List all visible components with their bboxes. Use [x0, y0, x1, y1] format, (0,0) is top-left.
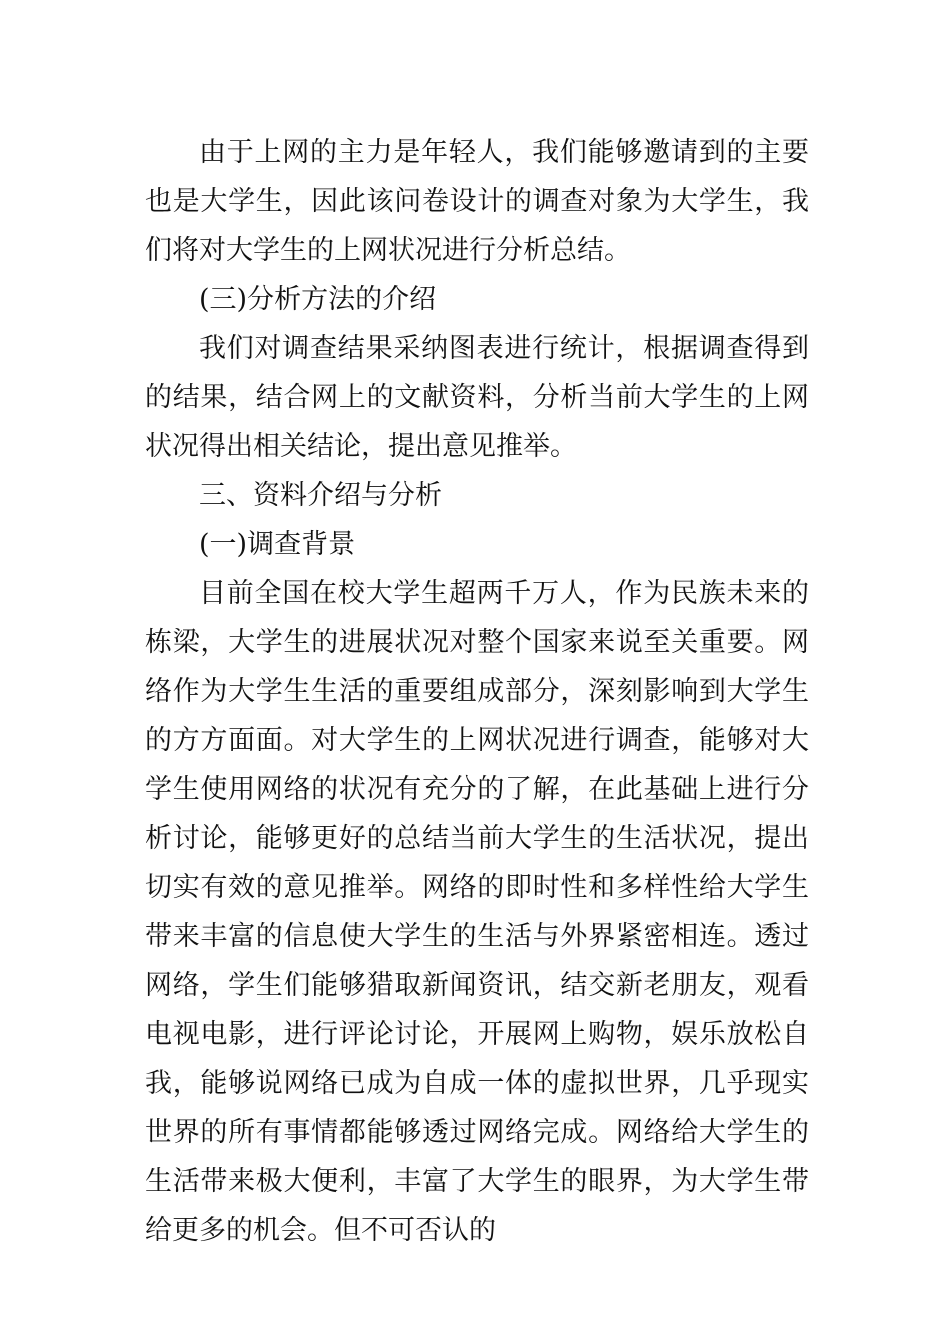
heading-analysis-method: (三)分析方法的介绍 [199, 284, 437, 315]
heading-survey-background: (一)调查背景 [199, 529, 356, 560]
paragraph-survey-background: 目前全国在校大学生超两千万人，作为民族未来的栋梁，大学生的进展状况对整个国家来说至关重要。网络作为大学生生活的重要组成部分，深刻影响到大学生的方方面面。对大学生的上网状况进行调查，能够对大学生使用网络的状况有充分的了解，在此基础上进行分析讨论，能够更好的总结当前大学生的生活状况，提出切实有效的意见推举。网络的即时性和多样性给大学生带来丰富的信息使大学生的生活与外界紧密相连。透过网络，学生们能够猎取新闻资讯，结交新老朋友，观看电视电影，进行评论讨论，开展网上购物，娱乐放松自我，能够说网络已成为自成一体的虚拟世界，几乎现实世界的所有事情都能够透过网络完成。网络给大学生的生活带来极大便利，丰富了大学生的眼界，为大学生带给更多的机会。但不可否认的 [145, 578, 809, 1246]
paragraph-analysis-method: 我们对调查结果采纳图表进行统计，根据调查得到的结果，结合网上的文献资料，分析当前大学生的上网状况得出相关结论，提出意见推举。 [145, 333, 809, 462]
heading-section-three: 三、资料介绍与分析 [199, 480, 442, 511]
document-body [145, 128, 809, 1255]
paragraph-survey-target: 由于上网的主力是年轻人，我们能够邀请到的主要也是大学生，因此该问卷设计的调查对象为大学生，我们将对大学生的上网状况进行分析总结。 [145, 137, 809, 266]
